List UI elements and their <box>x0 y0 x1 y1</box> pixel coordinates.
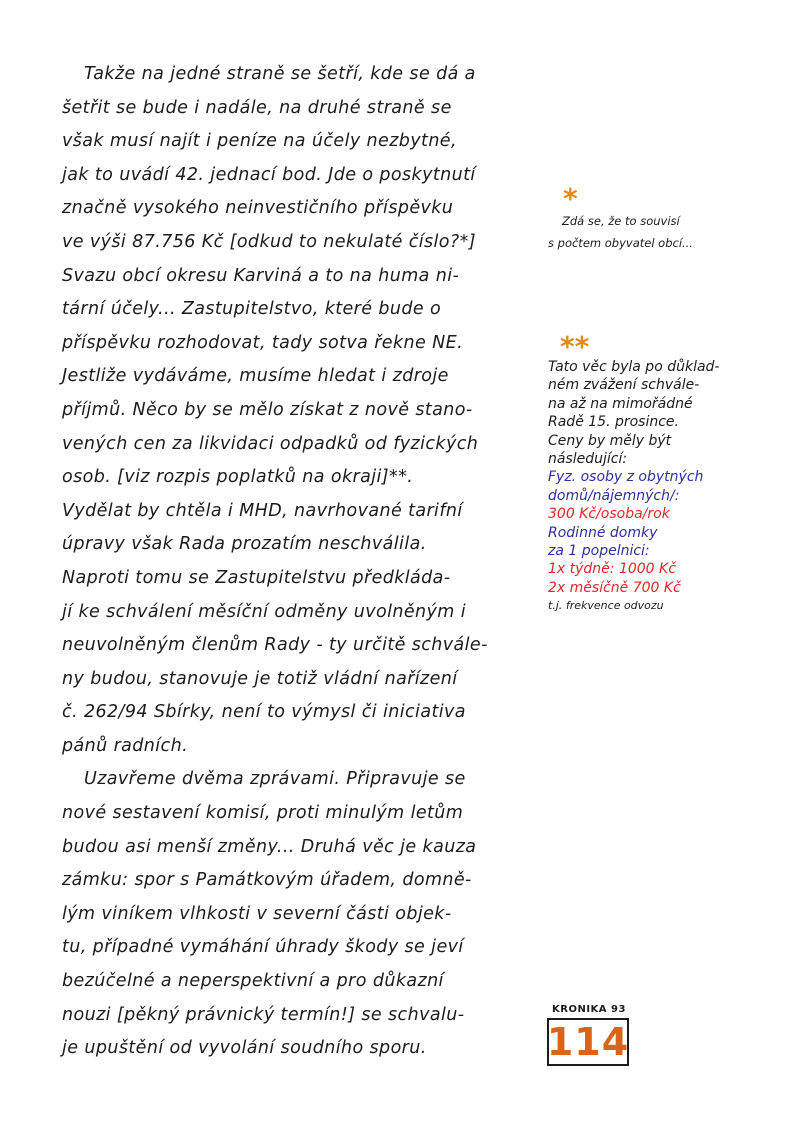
text-line: budou asi menší změny... Druhá věc je kauza <box>62 836 477 857</box>
price-weekly: 1x týdně: 1000 Kč <box>548 561 676 578</box>
text-line: bezúčelné a neperspektivní a pro důkazní <box>62 971 444 992</box>
text-line: tu, případné vymáhání úhrady škody se jeví <box>62 937 464 958</box>
text-line: příspěvku rozhodovat, tady sotva řekne NE. <box>62 332 464 353</box>
text-line: však musí najít i peníze na účely nezbytné, <box>62 131 457 152</box>
text-line: neuvolněným členům Rady - ty určitě schvále- <box>62 635 488 656</box>
text-line: šetřit se bude i nadále, na druhé straně se <box>62 97 452 118</box>
note-line-blue: domů/nájemných/: <box>548 487 680 504</box>
note-line: Ceny by měly být <box>548 432 672 449</box>
text-line: Jestliže vydáváme, musíme hledat i zdroje <box>62 366 449 387</box>
note-line: Radě 15. prosince. <box>548 414 679 431</box>
text-line: Naproti tomu se Zastupitelstvu předkláda- <box>62 567 451 588</box>
text-line: úpravy však Rada prozatím neschválila. <box>62 534 427 555</box>
text-line: osob. [viz rozpis poplatků na okraji]**. <box>62 467 414 488</box>
text-line: ny budou, stanovuje je totiž vládní nařízení <box>62 668 458 689</box>
text-line: tární účely... Zastupitelstvo, které bude o <box>62 299 442 320</box>
note-line: následující: <box>548 451 628 468</box>
text-line: jak to uvádí 42. jednací bod. Jde o poskytnutí <box>62 164 476 185</box>
asterisk-icon: * <box>563 182 578 215</box>
note-line-blue: za 1 popelnici: <box>548 543 650 560</box>
chronicle-label: KRONIKA 93 <box>552 1004 626 1015</box>
text-line: značně vysokého neinvestičního příspěvku <box>62 198 454 219</box>
double-asterisk-icon: ** <box>560 330 590 363</box>
price-person: 300 Kč/osoba/rok <box>548 506 670 523</box>
note-line: Tato věc byla po důklad- <box>548 359 720 375</box>
text-line: jí ke schválení měsíční odměny uvolněným i <box>62 601 466 622</box>
text-line: příjmů. Něco by se mělo získat z nově stano- <box>62 399 473 420</box>
note-line-blue: Fyz. osoby z obytných <box>548 469 704 486</box>
price-biweekly: 2x měsíčně 700 Kč <box>548 579 681 596</box>
text-line: lým viníkem vlhkosti v severní části objek- <box>62 903 452 924</box>
margin-note-2 <box>548 358 783 616</box>
text-line: ve výši 87.756 Kč [odkud to nekulaté číslo?*] <box>62 231 476 252</box>
note-line: s počtem obyvatel obcí... <box>548 236 693 250</box>
text-line: č. 262/94 Sbírky, není to výmysl či iniciativa <box>62 702 466 723</box>
text-line: Vydělat by chtěla i MHD, navrhované tarifní <box>62 500 463 521</box>
text-line: pánů radních. <box>62 735 189 756</box>
main-text-block <box>62 58 542 1066</box>
text-line: zámku: spor s Památkovým úřadem, domně- <box>62 870 472 891</box>
margin-note-1 <box>548 210 778 254</box>
text-line: je upuštění od vyvolání soudního sporu. <box>62 1038 427 1059</box>
text-line: nové sestavení komisí, proti minulým letům <box>62 803 464 824</box>
text-line: Svazu obcí okresu Karviná a to na huma ni- <box>62 265 460 286</box>
text-line: nouzi [pěkný právnický termín!] se schvalu- <box>62 1004 465 1025</box>
text-line: Takže na jedné straně se šetří, kde se dá a <box>84 64 476 84</box>
note-line: ném zvážení schvále- <box>548 377 700 394</box>
text-line: vených cen za likvidaci odpadků od fyzických <box>62 433 479 454</box>
note-line: na až na mimořádné <box>548 395 693 412</box>
page-number: 114 <box>546 1020 630 1064</box>
text-line: Uzavřeme dvěma zprávami. Připravuje se <box>84 769 466 790</box>
note-footer: t.j. frekvence odvozu <box>548 599 664 613</box>
note-line-blue: Rodinné domky <box>548 524 658 541</box>
note-line: Zdá se, že to souvisí <box>562 214 680 228</box>
